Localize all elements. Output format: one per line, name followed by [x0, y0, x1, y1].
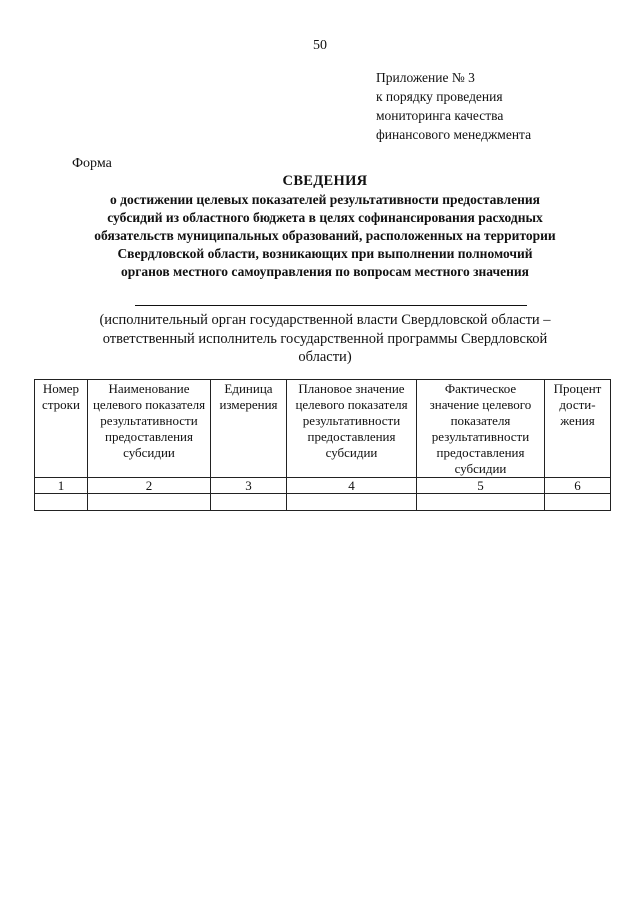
document-heading [40, 172, 610, 281]
subtitle-line: обязательств муниципальных образований, расположенных на территории [94, 228, 556, 243]
underline-caption [60, 311, 590, 367]
subtitle-line: о достижении целевых показателей результативности предоставления [110, 192, 540, 207]
column-number: 4 [287, 478, 417, 494]
column-number: 6 [545, 478, 611, 494]
appendix-note [376, 68, 531, 144]
table-cell [545, 494, 611, 511]
table-cell [417, 494, 545, 511]
caption-line: (исполнительный орган государственной власти Свердловской области – [99, 312, 551, 328]
column-number: 2 [88, 478, 211, 494]
fill-in-underline [135, 305, 527, 306]
appendix-line: мониторинга качества [376, 108, 504, 123]
indicators-table [34, 379, 611, 511]
column-header: Номер строки [35, 380, 88, 478]
subtitle-line: субсидий из областного бюджета в целях софинансирования расходных [107, 210, 543, 225]
appendix-line: Приложение № 3 [376, 70, 475, 85]
column-header: Плановое значение целевого показателя результативности предоставления субсидии [287, 380, 417, 478]
table-cell [287, 494, 417, 511]
table-row [35, 494, 611, 511]
column-header: Процент дости- жения [545, 380, 611, 478]
subtitle-line: Свердловской области, возникающих при выполнении полномочий [117, 246, 533, 261]
column-number: 1 [35, 478, 88, 494]
document-subtitle [40, 191, 610, 281]
subtitle-line: органов местного самоуправления по вопросам местного значения [121, 264, 529, 279]
caption-line: области) [298, 349, 352, 365]
column-header: Фактическое значение целевого показателя результативности предоставления субсидии [417, 380, 545, 478]
column-header: Единица измерения [211, 380, 287, 478]
appendix-line: к порядку проведения [376, 89, 503, 104]
appendix-line: финансового менеджмента [376, 127, 532, 142]
table-cell [35, 494, 88, 511]
table-header-row [35, 380, 611, 478]
page-number: 50 [313, 38, 327, 53]
column-number: 3 [211, 478, 287, 494]
table-cell [88, 494, 211, 511]
caption-line: ответственный исполнитель государственной программы Свердловской [102, 330, 548, 347]
document-title: СВЕДЕНИЯ [282, 173, 368, 189]
column-header: Наименование целевого показателя результативности предоставления субсидии [88, 380, 211, 478]
column-number: 5 [417, 478, 545, 494]
table-cell [211, 494, 287, 511]
column-number-row [35, 478, 611, 494]
form-label: Форма [72, 156, 112, 171]
